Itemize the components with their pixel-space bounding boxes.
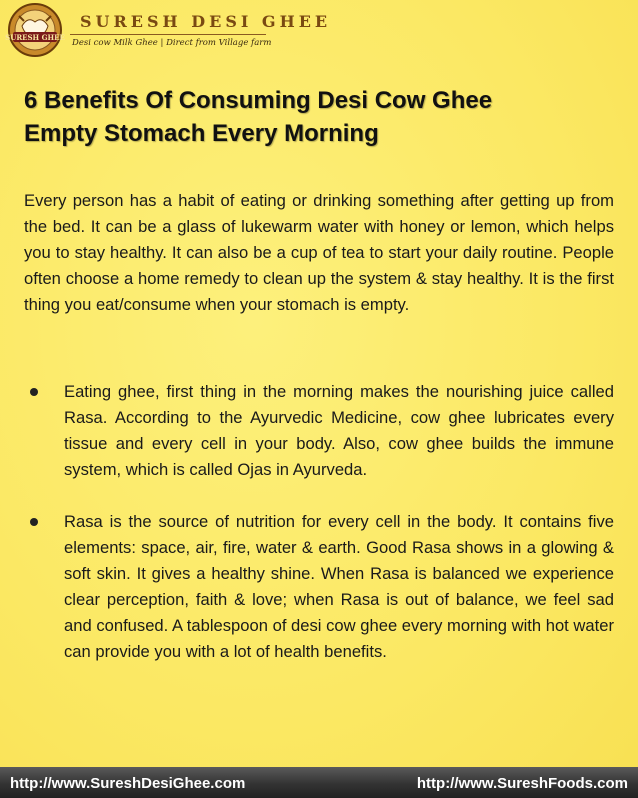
bullet-icon (30, 518, 38, 526)
bullet-icon (30, 388, 38, 396)
list-item-text: Rasa is the source of nutrition for every cell in the body. It contains five elements: space, air, fire, water & earth. Good Rasa shows in a glowing & soft skin. It gives a healthy shine. When Rasa is balanced we experience clear perception, faith & love; when Rasa is out of balance, we feel sad and confused. A tablespoon of desi cow ghee every morning with hot water can provide you with a lot of health benefits. (64, 512, 614, 661)
footer-link-sureshdesighee[interactable]: http://www.SureshDesiGhee.com (10, 775, 246, 792)
footer-link-sureshfoods[interactable]: http://www.SureshFoods.com (416, 775, 628, 792)
brand-name: SURESH DESI GHEE (80, 12, 332, 31)
title-line-1: 6 Benefits Of Consuming Desi Cow Ghee (24, 87, 493, 114)
brand-header[interactable] (4, 2, 332, 58)
brand-tagline: Desi cow Milk Ghee | Direct from Village farm (72, 38, 272, 48)
intro-paragraph: Every person has a habit of eating or drinking something after getting up from the bed. It can be a glass of lukewarm water with honey or lemon, which helps you to stay healthy. It can also be a cup of tea to start your daily routine. People often choose a home remedy to clean up the system & stay healthy. It is the first thing you eat/consume when your stomach is empty. (24, 191, 614, 314)
page-title (24, 84, 614, 150)
benefits-list (24, 379, 614, 691)
footer-bar (0, 767, 638, 798)
title-line-2: Empty Stomach Every Morning (24, 120, 379, 147)
cow-seal-icon (4, 2, 66, 58)
list-item (24, 509, 614, 665)
list-item-text: Eating ghee, first thing in the morning makes the nourishing juice called Rasa. According to the Ayurvedic Medicine, cow ghee lubricates every tissue and every cell in your body. Also, cow ghee builds the immune system, which is called Ojas in Ayurveda. (64, 382, 614, 479)
list-item (24, 379, 614, 483)
seal-text: SURESH GHEE (5, 33, 65, 42)
brand-divider (70, 34, 266, 35)
